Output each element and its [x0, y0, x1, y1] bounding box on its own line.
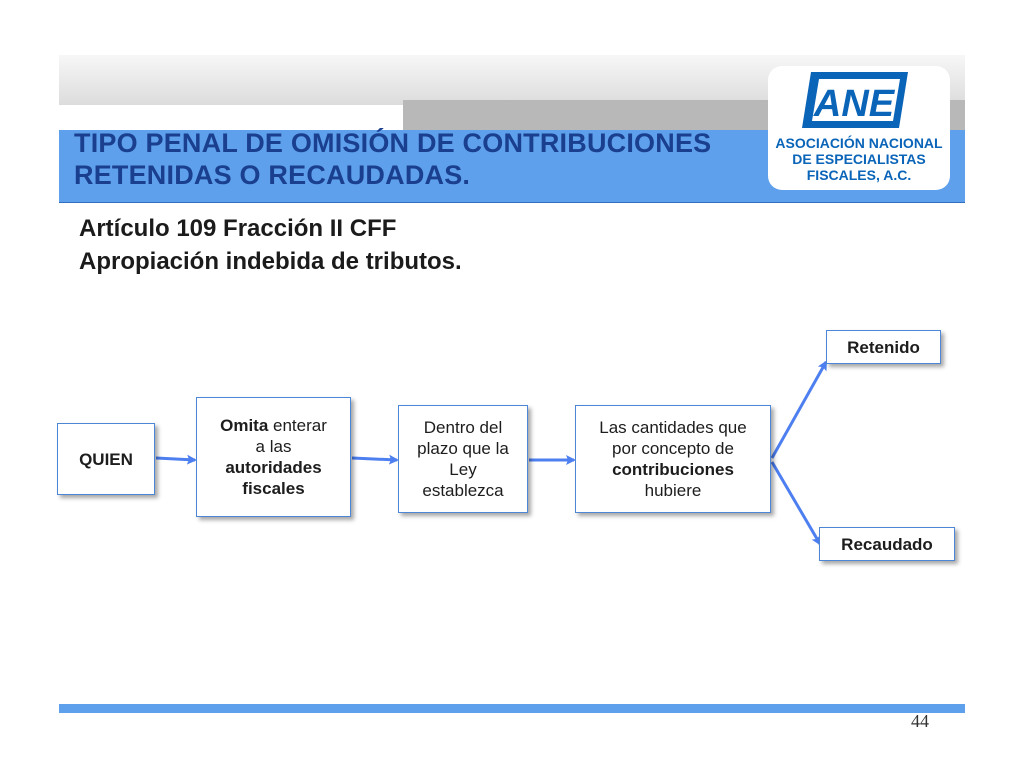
slide-title-line-2: RETENIDAS O RECAUDADAS.	[74, 160, 471, 190]
node-quien-label: QUIEN	[79, 449, 133, 469]
node-dentro-text	[417, 417, 509, 501]
node-cantidades-line-1: Las cantidades que	[599, 418, 747, 437]
node-omita-line-3: autoridades	[225, 458, 322, 477]
node-cantidades-line-2: por concepto de	[612, 439, 734, 458]
node-omita-line-4: fiscales	[242, 479, 305, 498]
node-dentro-del-plazo	[398, 405, 528, 513]
node-retenido	[826, 330, 941, 364]
subtitle-line-1: Artículo 109 Fracción II CFF	[79, 215, 397, 242]
page-number: 44	[911, 711, 929, 731]
ane-logo-mark-text: ANE	[813, 83, 895, 125]
node-recaudado	[819, 527, 955, 561]
node-cantidades-line-3: contribuciones	[612, 460, 734, 479]
subtitle-line-2: Apropiación indebida de tributos.	[79, 248, 462, 275]
ane-logo-line-1: ASOCIACIÓN NACIONAL	[775, 135, 943, 151]
node-cantidades-text	[599, 417, 746, 501]
node-dentro-line-2: plazo que la	[417, 439, 509, 458]
node-quien	[57, 423, 155, 495]
footer-line	[59, 704, 965, 713]
node-dentro-line-1: Dentro del	[423, 418, 503, 437]
arrow-cantidades-to-retenido	[772, 362, 826, 458]
node-omita-line-2: a las	[255, 437, 292, 456]
node-omita-bold-word: Omita	[220, 416, 269, 435]
node-omita-line-1	[220, 415, 327, 436]
node-omita-normal-word: enterar	[268, 416, 327, 435]
node-cantidades	[575, 405, 771, 513]
arrow-omita-to-dentro	[352, 458, 397, 460]
node-cantidades-line-4: hubiere	[644, 481, 702, 500]
ane-logo-line-3: FISCALES, A.C.	[806, 167, 912, 183]
node-retenido-label: Retenido	[847, 337, 920, 357]
node-omita	[196, 397, 351, 517]
slide-title-line-1: TIPO PENAL DE OMISIÓN DE CONTRIBUCIONES	[74, 128, 712, 158]
node-dentro-line-4: establezca	[422, 481, 504, 500]
node-dentro-line-3: Ley	[449, 460, 477, 479]
arrow-quien-to-omita	[156, 458, 195, 460]
arrow-cantidades-to-recaudado	[772, 462, 820, 544]
node-recaudado-label: Recaudado	[841, 534, 933, 554]
node-omita-text	[220, 415, 327, 499]
ane-logo-line-2: DE ESPECIALISTAS	[792, 151, 926, 167]
